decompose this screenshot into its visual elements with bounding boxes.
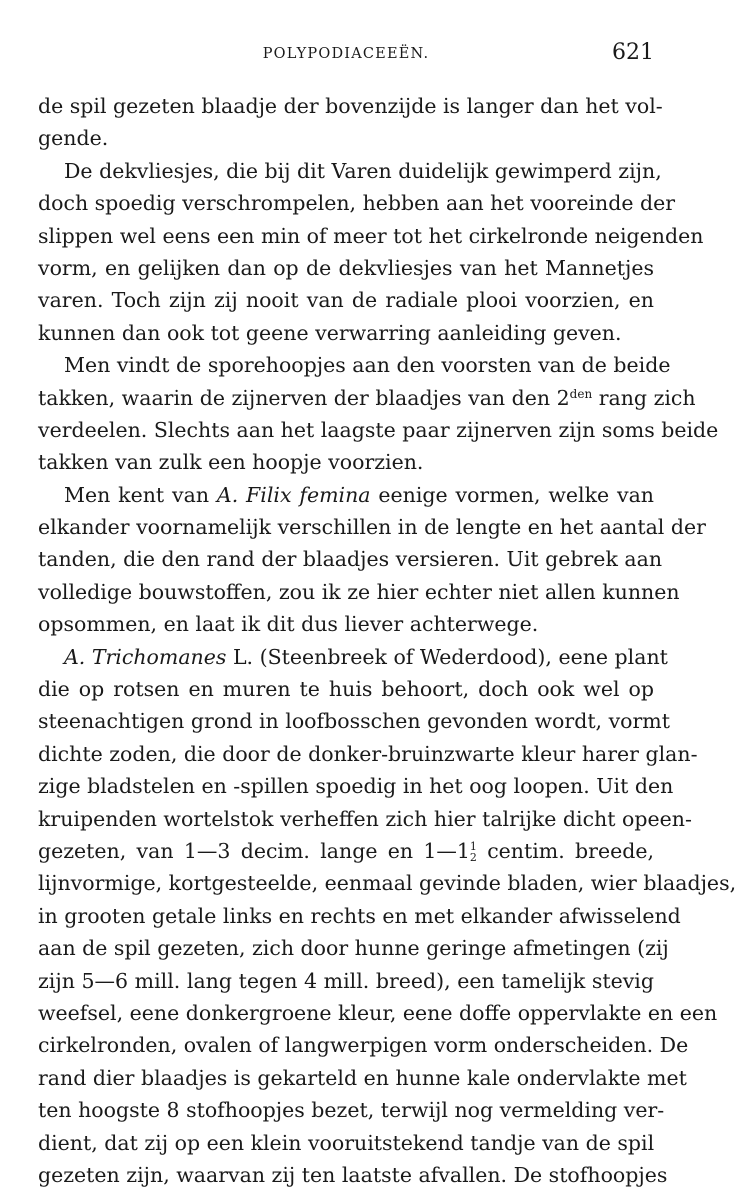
text-line: varen. Toch zijn zij nooit van de radiale plooi voorzien, en: [38, 288, 654, 313]
body-text: [38, 90, 736, 1191]
text-line: cirkelronden, ovalen of langwerpigen vorm onderscheiden. De: [38, 1033, 689, 1058]
text-line: zige bladstelen en -spillen spoedig in het oog loopen. Uit den: [38, 774, 674, 799]
text-line: rand dier blaadjes is gekarteld en hunne kale ondervlakte met: [38, 1065, 687, 1090]
page-number: 621: [612, 40, 654, 65]
text-line: opsommen, en laat ik dit dus liever achterwege.: [38, 612, 539, 637]
text-line: ten hoogste 8 stofhoopjes bezet, terwijl nog vermelding ver-: [38, 1098, 665, 1123]
text-line: verdeelen. Slechts aan het laagste paar zijnerven zijn soms beide: [38, 417, 719, 442]
text-line: tanden, die den rand der blaadjes versieren. Uit gebrek aan: [38, 547, 663, 572]
species-name: A. Filix femina: [216, 482, 371, 507]
text-line: kunnen dan ook tot geene verwarring aanleiding geven.: [38, 320, 622, 345]
text-line: de spil gezeten blaadje der bovenzijde is langer dan het vol-: [38, 94, 663, 118]
running-title: POLYPODIACEEËN.: [262, 46, 430, 62]
text-line: Men kent van A. Filix femina eenige vormen, welke van: [64, 482, 655, 507]
species-name: A. Trichomanes: [64, 644, 227, 669]
text-line: steenachtigen grond in loofbosschen gevonden wordt, vormt: [38, 709, 670, 734]
text-line: slippen wel eens een min of meer tot het cirkelronde neigenden: [38, 223, 704, 248]
text-line: zijn 5—6 mill. lang tegen 4 mill. breed), een tamelijk stevig: [38, 968, 654, 993]
text-line: gezeten zijn, waarvan zij ten laatste afvallen. De stofhoopjes: [38, 1162, 668, 1187]
text-line: aan de spil gezeten, zich door hunne geringe afmetingen (zij: [38, 936, 669, 961]
text-line: volledige bouwstoffen, zou ik ze hier echter niet allen kunnen: [38, 579, 680, 604]
text-line: dient, dat zij op een klein vooruitstekend tandje van de spil: [38, 1130, 655, 1155]
running-head: [38, 40, 654, 74]
text-line: die op rotsen en muren te huis behoort, doch ook wel op: [38, 677, 654, 702]
text-line: gende.: [38, 126, 109, 151]
text-line: vorm, en gelijken dan op de dekvliesjes van het Mannetjes: [38, 255, 654, 280]
text-line: kruipenden wortelstok verheffen zich hier talrijke dicht opeen-: [38, 806, 692, 831]
text-line: gezeten, van 1—3 decim. lange en 1—1 1 2 centim. breede,: [38, 838, 654, 864]
text-line: doch spoedig verschrompelen, hebben aan het vooreinde der: [38, 191, 676, 216]
text-line: dichte zoden, die door de donker-bruinzwarte kleur harer glan-: [38, 741, 698, 766]
text-line: takken van zulk een hoopje voorzien.: [38, 450, 424, 475]
text-line: weefsel, eene donkergroene kleur, eene doffe oppervlakte en een: [38, 1000, 718, 1025]
ordinal-superscript: den: [569, 386, 593, 401]
fraction-one-half: 1 2: [469, 839, 477, 864]
text-line: A. Trichomanes L. (Steenbreek of Wederdood), eene plant: [64, 644, 668, 669]
text-line: in grooten getale links en rechts en met elkander afwisselend: [38, 903, 681, 928]
text-line: De dekvliesjes, die bij dit Varen duidelijk gewimperd zijn,: [64, 158, 662, 183]
text-line: elkander voornamelijk verschillen in de lengte en het aantal der: [38, 515, 706, 540]
text-line: takken, waarin de zijnerven der blaadjes van den $2^{den}$ rang zich: [38, 385, 696, 410]
text-line: Men vindt de sporehoopjes aan den voorsten van de beide: [64, 353, 671, 378]
text-line: lijnvormige, kortgesteelde, eenmaal gevinde bladen, wier blaadjes,: [38, 871, 736, 896]
